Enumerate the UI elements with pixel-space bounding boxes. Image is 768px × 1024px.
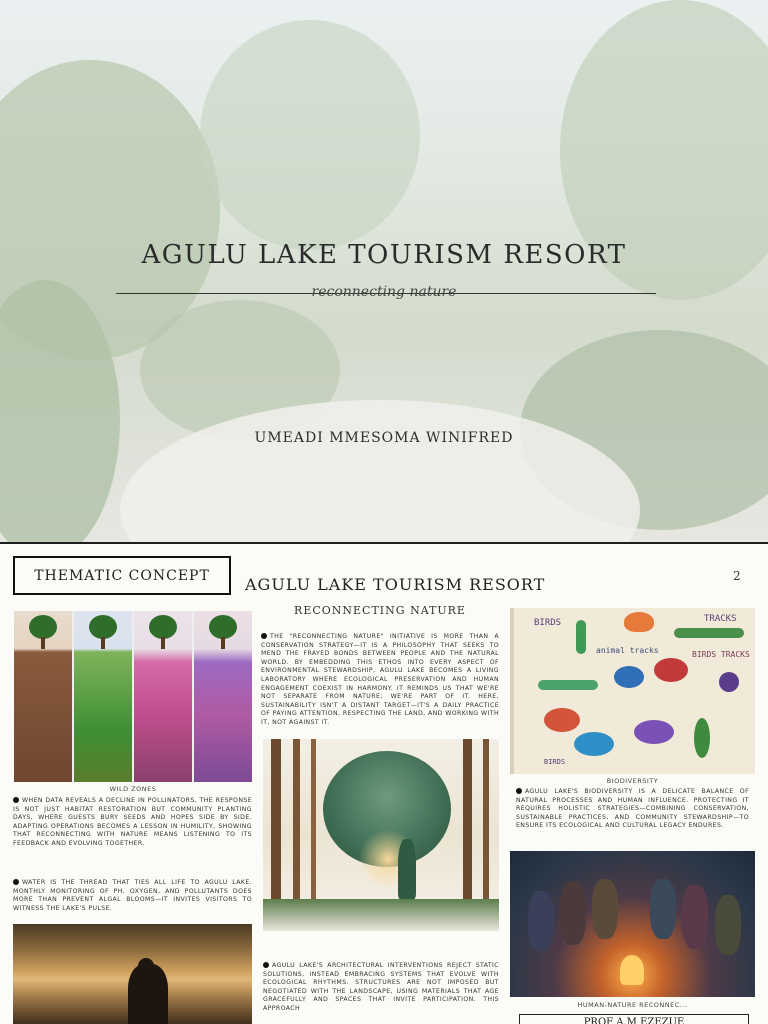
panel-grass <box>74 611 132 782</box>
bird-icon-3 <box>544 708 580 732</box>
person-figure <box>682 885 708 949</box>
caption-human-nature: HUMAN-NATURE RECONNEC... <box>577 1001 688 1009</box>
paragraph-intro: THE "RECONNECTING NATURE" INITIATIVE IS MORE THAN A CONSERVATION STRATEGY—IT IS A PHILOSOPHY THAT SEEKS TO MEND THE FRAYED BONDS BETWEEN PEOPLE AND THE NATURAL WORLD. BY EMBEDDING THIS ETHOS INTO EVERY ASPECT OF ENVIRONMENTAL STEWARDSHIP, AGULU LAKE BECOMES A LIVING LABORATORY WHERE ECOLOGICAL PRESERVATION AND HUMAN ENGAGEMENT COEXIST IN HARMONY. IT REMINDS US THAT WE'RE NOT SEPARATE FROM NATURE; WE'RE PART OF IT. HERE, SUSTAINABILITY ISN'T A DISTANT TARGET—IT'S A DAILY PRACTICE OF PAYING ATTENTION, RESPECTING THE LAND, AND WORKING WITH IT, NOT AGAINST IT. <box>261 633 499 726</box>
caption-biodiversity: BIODIVERSITY <box>606 777 659 785</box>
human-silhouette <box>398 839 416 899</box>
paragraph-pollinators: WHEN DATA REVEALS A DECLINE IN POLLINATORS, THE RESPONSE IS NOT JUST HABITAT RESTORATION BUT COMMUNITY PLANTING DAYS, WHERE GUESTS BURY SEEDS AND HOPES SIDE BY SIDE. ADAPTING OPERATIONS BECOMES A LESSON IN HUMILITY, SHOWING THAT RECONNECTING WITH NATURE MEANS LISTENING TO ITS FEEDBACK AND EVOLVING TOGETHER. <box>13 797 252 847</box>
person-figure <box>650 879 676 939</box>
forest-silhouette-image <box>263 739 499 931</box>
bullet-icon <box>261 633 267 639</box>
supervisor-label: PROF A.M EZEZUE <box>519 1014 749 1024</box>
cover-title: AGULU LAKE TOURISM RESORT <box>141 240 627 270</box>
panel-wildflowers-purple <box>194 611 252 782</box>
butterfly-icon-2 <box>634 720 674 744</box>
butterfly-icon <box>624 612 654 632</box>
paragraph-biodiversity: AGULU LAKE'S BIODIVERSITY IS A DELICATE BALANCE OF NATURAL PROCESSES AND HUMAN INFLUENCE. PROTECTING IT REQUIRES HOLISTIC STRATEGIES—COMBINING CONSERVATION, SUSTAINABLE PRACTICES, AND COMMUNITY STEWARDSHIP—TO ENSURE ITS ECOLOGICAL AND CULTURAL LEGACY ENDURES. <box>516 788 749 830</box>
sketch-label-tracks: TRACKS <box>704 614 737 624</box>
trunk-left-2 <box>293 739 300 914</box>
paragraph-architecture: AGULU LAKE'S ARCHITECTURAL INTERVENTIONS REJECT STATIC SOLUTIONS, INSTEAD EMBRACING SYSTEMS THAT EVOLVE WITH ECOLOGICAL RHYTHMS. STRUCTURES ARE NOT IMPOSED BUT NEGOTIATED WITH THE LANDSCAPE, USING MATERIALS THAT AGE GRACEFULLY AND SPACES THAT INVITE PARTICIPATION. THIS APPROACH <box>263 962 499 1012</box>
cactus-icon <box>576 620 586 654</box>
sketch-label-birds: BIRDS <box>534 618 562 628</box>
campfire <box>620 955 644 985</box>
lizard-icon-2 <box>538 680 598 690</box>
lake-water-image <box>13 924 252 1024</box>
cover-author: UMEADI MMESOMA WINIFRED <box>254 430 514 446</box>
tree-icon <box>89 615 117 639</box>
lizard-icon <box>674 628 744 638</box>
trunk-right-1 <box>463 739 472 914</box>
page-number: 2 <box>733 569 741 583</box>
sketch-label-animal-tracks: animal tracks <box>596 646 659 655</box>
bird-icon <box>614 666 644 688</box>
bullet-icon <box>516 788 522 794</box>
paragraph-water: WATER IS THE THREAD THAT TIES ALL LIFE TO AGULU LAKE. MONTHLY MONITORING OF PH, OXYGEN, AND POLLUTANTS DOES MORE THAN PREVENT ALGAL BLOOMS—IT INVITES VISITORS TO WITNESS THE LAKE'S PULSE. <box>13 879 252 912</box>
person-head <box>138 958 154 974</box>
wild-zones-image <box>14 611 252 782</box>
panel-barren <box>14 611 72 782</box>
person-figure <box>560 881 586 945</box>
person-figure <box>592 879 618 939</box>
bullet-icon <box>13 797 19 803</box>
bird-icon-4 <box>574 732 614 756</box>
caption-wild-zones: WILD ZONES <box>109 785 157 793</box>
tree-icon <box>149 615 177 639</box>
person-figure <box>528 891 554 951</box>
thematic-concept-page <box>0 544 768 1024</box>
tree-icon <box>209 615 237 639</box>
trunk-right-2 <box>483 739 489 914</box>
spider-icon <box>719 672 739 692</box>
thematic-concept-label: THEMATIC CONCEPT <box>13 556 231 595</box>
biodiversity-sketch-image <box>510 608 755 774</box>
bird-icon-2 <box>654 658 688 682</box>
leaf-icon <box>694 718 710 758</box>
cover-subtitle: reconnecting nature <box>311 284 457 300</box>
bullet-icon <box>263 962 269 968</box>
panel-wildflowers-pink <box>134 611 192 782</box>
person-figure <box>715 895 741 955</box>
page-subtitle: RECONNECTING NATURE <box>294 604 466 617</box>
sketch-label-birds-bottom: BIRDS <box>544 758 566 766</box>
bullet-icon <box>13 879 19 885</box>
trunk-left-3 <box>311 739 316 914</box>
ground-foliage <box>263 899 499 931</box>
campfire-community-image <box>510 851 755 997</box>
trunk-left-1 <box>271 739 281 914</box>
sketch-label-birds-tracks: BIRDS TRACKS <box>692 650 750 659</box>
page-title: AGULU LAKE TOURISM RESORT <box>245 575 546 594</box>
tree-icon <box>29 615 57 639</box>
